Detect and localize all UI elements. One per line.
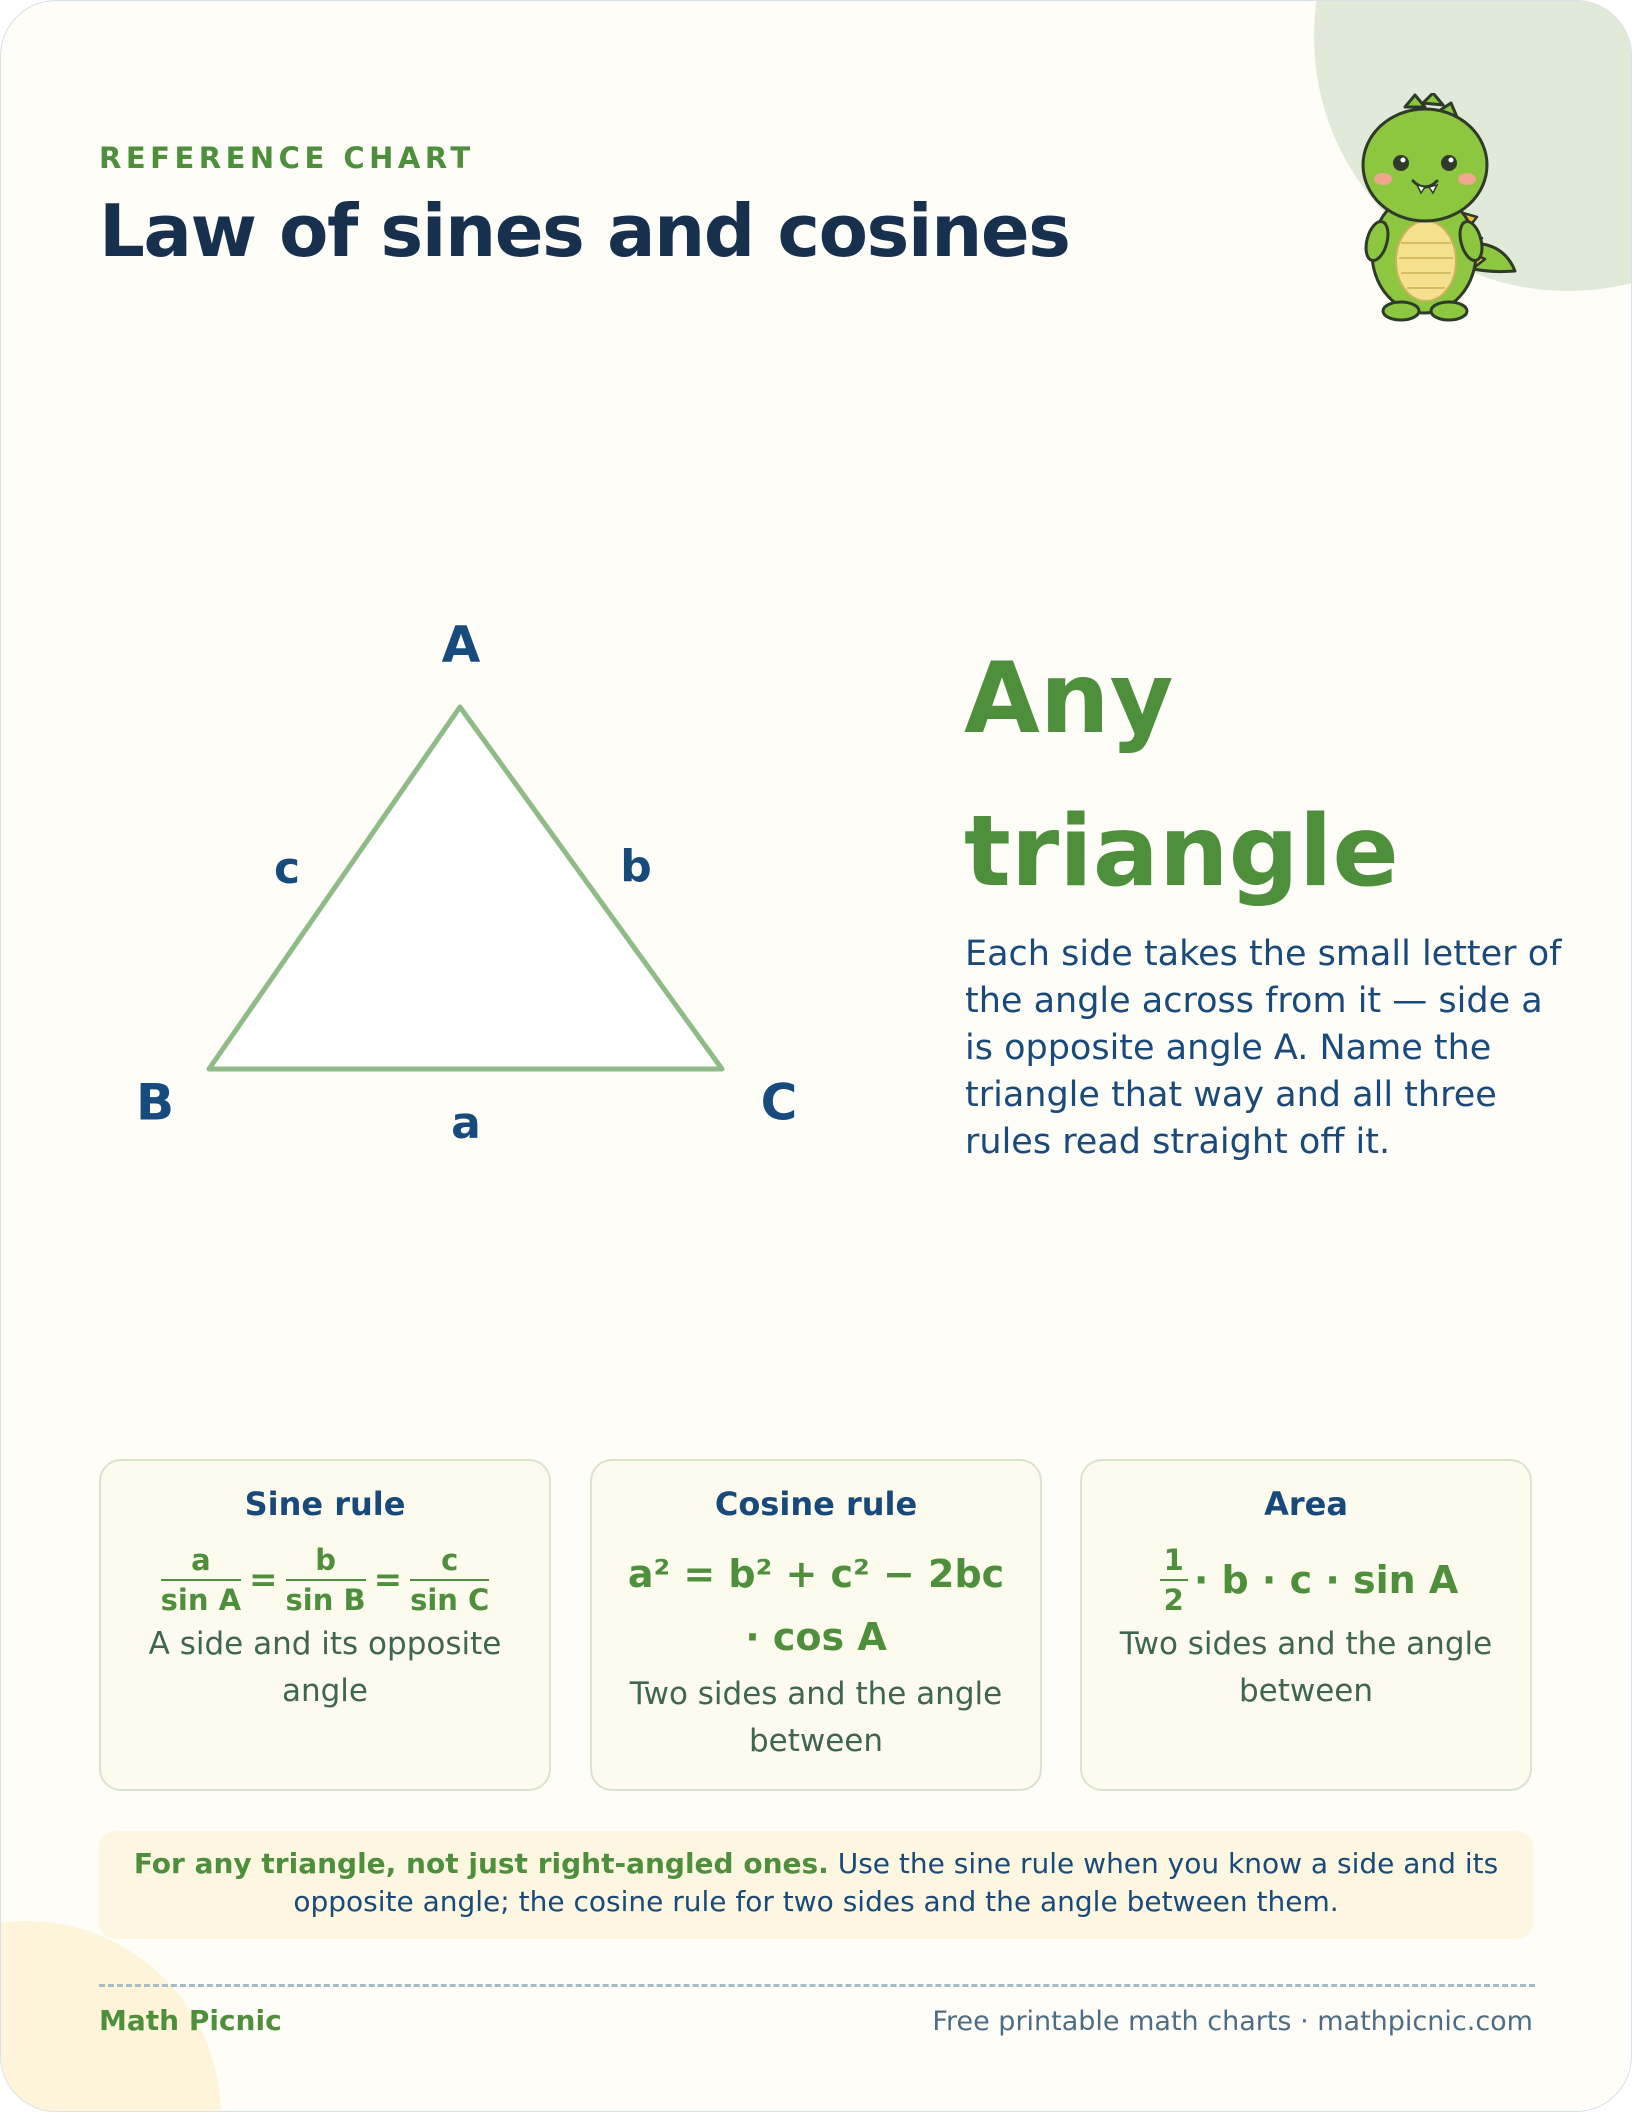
intro-heading — [964, 623, 1584, 929]
side-label-a: a — [451, 1098, 481, 1149]
vertex-label-c: C — [760, 1073, 798, 1132]
area-formula-rest: · b · c · sin A — [1193, 1558, 1459, 1602]
vertex-label-a: A — [441, 615, 481, 674]
intro-description: Each side takes the small letter of the angle across from it — side a is opposite angle A. Name the triangle that way and all three rules read straight off it. — [965, 934, 1562, 1162]
vertex-label-b: B — [135, 1073, 175, 1132]
card-note: Two sides and the angle between — [1119, 1626, 1493, 1709]
footer-brand: Math Picnic — [99, 2004, 282, 2037]
callout-text: Use the sine rule when you know a side and its opposite angle; the cosine rule for two sides and the angle between them. — [293, 1847, 1499, 1918]
fraction-c-over-sin-c: $\frac{c}{\text{sin C}}$ — [410, 1543, 490, 1617]
area-formula — [1082, 1543, 1530, 1617]
sine-rule-card — [99, 1459, 551, 1791]
fraction-b-over-sin-b: $\frac{b}{\text{sin B}}$ — [285, 1543, 366, 1617]
callout-note — [99, 1831, 1533, 1939]
page-title: Law of sines and cosines — [99, 189, 1070, 273]
card-title: Area — [1264, 1485, 1348, 1523]
cosine-rule-formula: a² = b² + c² − 2bc · cos A — [627, 1552, 1005, 1659]
side-label-b: b — [620, 841, 652, 892]
side-label-c: c — [273, 843, 301, 894]
fraction-one-half: $\frac{1}{2}$ — [1160, 1543, 1188, 1617]
card-title: Sine rule — [244, 1485, 406, 1523]
eyebrow-label: REFERENCE CHART — [99, 141, 475, 175]
area-card — [1080, 1459, 1532, 1791]
equals-sign: = — [373, 1560, 403, 1600]
sine-rule-formula — [101, 1543, 549, 1617]
callout-strong: For any triangle, not just right-angled ones. — [133, 1847, 829, 1880]
card-note: A side and its opposite angle — [148, 1626, 502, 1709]
footer-divider — [99, 1984, 1535, 1987]
intro-heading-line1: Any — [964, 642, 1174, 756]
fraction-a-over-sin-a: $\frac{a}{\text{sin A}}$ — [160, 1543, 242, 1617]
cosine-rule-card — [590, 1459, 1042, 1791]
equals-sign: = — [249, 1560, 278, 1600]
dinosaur-mascot-icon — [1339, 93, 1519, 323]
card-note: Two sides and the angle between — [629, 1676, 1003, 1759]
footer-site-link: Free printable math charts · mathpicnic.com — [932, 2006, 1533, 2037]
intro-heading-line2: triangle — [964, 795, 1399, 909]
card-title: Cosine rule — [714, 1485, 918, 1523]
triangle-diagram — [101, 591, 861, 1171]
